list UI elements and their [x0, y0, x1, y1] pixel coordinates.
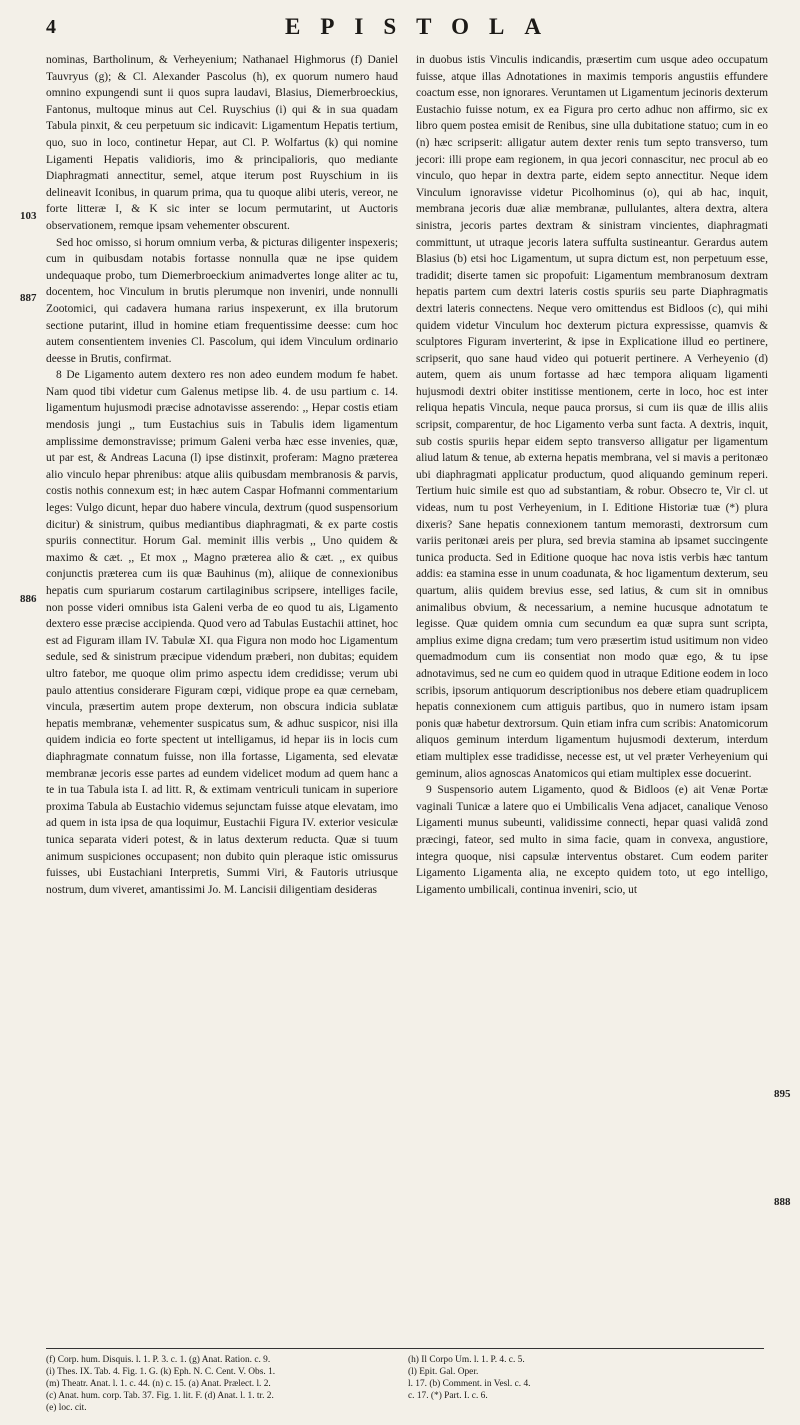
- page-number: 4: [46, 16, 56, 38]
- paragraph: 8 De Ligamento autem dextero res non adeo eundem modum fe habet. Nam quod tibi videtur cum Galenus metipse lib. 4. de usu partium c. 14. ligamentum hujusmodi præcise adnotavisse asserendo: ,, Hepar costis etiam mendosis jungi ,, tum Eustachius suis in Tabulis idem ligamentum amplissime demonstravisse; primum Galeni verba hæc esse invenies, quæ, ut par est, & Andreas Lacuna (l) ipse distinxit, proferam: Magno præterea alio vinculo hepar phrenibus: atque aliis quibusdam membranosis & parvis, costis nothis connexum est; in hæc autem Caspar Hofmanni commentarium leges: Vulgo dicunt, hepar duo habere vincula, dextrum (quod suspensorium dicitur) & sinistrum, quibus mediantibus diaphragmati, & ex parte costis spuriis connectitur. Horum Gal. meminit illis verbis ,, Uno quidem & maximo & cæt. ,, Et mox ,, Magno præterea alio & cæt. ,, ex quibus conjunctis præterea cum iis quæ Bauhinus (m), aliique de connexionibus hepatis cum spuriarum costarum cartilaginibus scripsere, intelliges facile, non posse videri omnibus ista Galeni verba de eo quod tu ais, Ligamento dextero esse præcise accipienda. Quod vero ad Tabulas Eustachii attinet, hoc est ad Figuram illam IV. Tabulæ XI. qua Figura non modo hoc Ligamentum sedule, sed & sinistrum præcipue videndum præberi, non dubitas; equidem ultro fatebor, me quoque olim primo aspectu idem credidisse; verum ubi paulo attentius considerare Figuram cœpi, vidique prope ea quæ cernebam, vincula, præsertim autem prope dexterum, non obscura indicia sublatæ hepatis membranæ, vehementer suspicatus sum, & adhuc suspicor, nisi illa quidem indicia eo forte spectent ut intelligamus, id hepar iis in locis cum diaphragmate connatum fuisse, non illa fortasse, Ligamenta, sed elevatæ membranæ jecoris esse partes ad eundem videlicet modum ad quem hanc a te in tua Tabula ista I. ad litt. R, & extimam ventriculi tunicam in superiore proxima Tabula ab Eustachio videmus sejunctam fuisse atque elevatam, imo ad quem in ista ipsa de qua loquimur, Eustachii Figura IV. exterior vesiculæ tunica separata videri potest, & in latus dexterum reducta. Quæ si tuum animum suspiciones occupasent; non dubito quin pleraque istic omissurus fuisses, ubi Eustachiani Interpretis, Summi Viri, & Fautoris utriusque nostrum, dum viveret, amantissimi Jo. M. Lancisii diligentiam desideras: [46, 369, 398, 896]
- paragraph: 9 Suspensorio autem Ligamento, quod & Bidloos (e) ait Venæ Portæ vaginali Tunicæ a latere quo ei Umbilicalis Vena adjacet, canalique Venoso Ligamenti munus subeunti, validissime connecti, hepar quasi validâ zond præcingi, fateor, sed multo in sima facie, quam in convexa, angustiore, integra quoque, nisi capsulæ interventus obstaret. Cum eodem pariter Ligamento Ligamenta alia, ne excepto quidem toto, ut ego intelligo, Ligamento umbilicali, continua inveniri, scio, ut: [416, 784, 768, 896]
- paragraph: in duobus istis Vinculis indicandis, præsertim cum usque adeo occupatum fuisse, atque illas Adnotationes in maximis temporis angustiis effundere coactum esse, non ignorares. Veruntamen ut Ligamentum jecinoris dexterum Eustachio fuisse notum, ex ea Figura pro certo adhuc non affirmo, sic ex libro quem postea emisit de Renibus, sine ulla dubitatione statuo; cum in eo (n) hæc scripserit: alligatur autem dexter renis tum septo transverso, tum jecori: illi prope eam regionem, in qua jecori connascitur, nec procul ab eo vinculo, quo hepar in dextra parte, eidem septo annectitur. Neque idem Vinculum ignoravisse videtur Picolhominus (o), qui ab hac, inquit, membrana jecoris duæ aliæ membranæ, pullulantes, altera dextra, altera sinistra, jecoris partes dextram & sinistram vincientes, diaphragmati committunt, ut utraque jecoris latera suffulta sustineantur. Gerardus autem Blasius (b) etsi hoc Ligamentum, ut supra dictum est, non perpetuum esse, tradidit; diserte tamen sic propofuit: Ligamentum membranosum dextram hepatis partem cum dextri lateris costis spuriis seu parte Diaphragmatis dextri lateris connectens. Neque vero omittendus est Bidloos (c), qui mihi quidem videtur Vinculum hoc dexterum pictura expressisse, quamvis & sculptores Figuram inverterint, & ipse in Explicatione illud eo pertinere, scripserit, quo sane haud video qui potuerit pertinere. A Verheyenio (d) autem, quem ais unum fortasse ad hæc tempora aliquam ligamenti hujusmodi dextri obiter institisse mentionem, certe in loco, hoc est inter reliqua hepatis Vincula, neque pauca prorsus, si cum iis quæ de illis aliis scripsit, comparentur, de hoc Ligamento verba sunt facta. A dextris, inquit, sub costis spuriis hepar eidem septo transverso alligatur per ligamentum aliud latum & tenue, ab externa hepatis membrana, vel si mavis a peritonæo ubi diaphragmati applicatur productum, quod aliquando geminum reperi. Tertium huic simile est quo ad substantiam, & robur. Obsecro te, Vir cl. ut videas, num tu post Verheyenium, in I. Editione Historiæ tuæ (*) plura dixeris? Sane hepatis connexionem tantum memorasti, dextrorsum cum variis peritonæi areis per plura, sed brevia stamina ab ipsamet succingente tunica producta. Sed in Editione quoque hac nova istis verbis hæc tantum addis: ea stamina esse in unum coadunata, & hoc ligamentum dexterum, seu quartum, aliis quidem brevius esse, sed latius, & cum sit in omnibus animalibus obvium, & necessarium, a nemine hucusque adnotatum te legisse. Quæ quidem omnia cum secundum ea quæ supra sunt scripta, amplius exime digna credam; tum vero præsertim istud usitimum non video quemadmodum cum iis consentiat non modo quæ ego, & tu ipse adnotavimus, sed ne cum eo quidem quod in utraque Editione eodem in loco scribis, ipsorum antiquorum descriptionibus nos debere etiam quadruplicem hepatis connexionem cum attiguis partibus, quo in numero istam ipsam ponis quæ habetur dextrorsum. Quin etiam infra cum scribis: Anatomicorum aliquos geminum interdum ligamentum hujusmodi dexterum, interdum etiam multiplex esse tradidisse, necesse est, ut vel præter Verheyenium qui geminum, alios agnoscas Anatomicos qui etiam multiplex esse docuerint.: [416, 54, 768, 780]
- margin-number: 886: [20, 593, 37, 605]
- footnotes-left: [46, 1354, 406, 1414]
- page-header: [46, 14, 766, 44]
- footnotes-right: [408, 1354, 764, 1402]
- footnote-line: c. 17. (*) Part. I. c. 6.: [408, 1391, 488, 1401]
- paragraph: nominas, Bartholinum, & Verheyenium; Nathanael Highmorus (f) Daniel Tauvryus (g); & Cl. Alexander Pascolus (h), ex quorum numero haud omnino expungendi sunt ii quos supra laudavi, Blasius, Diemerbroeckius, Fantonus, multoque minus aut Cel. Ruyschius (i) qui & in sua quadam Tabula pinxit, & ceu perpetuum sic indicavit: Ligamentum Hepatis tertium, quo, suo in loco, continetur Hepar, aut Cl. P. Wolfartus (k) qui nomine Ligamenti Hepatis validioris, imo & principalioris, quo mediante Diaphragmati annectitur, semel, atque iterum post Ruyschium in iis delineavit Iconibus, in quarum prima, qua tu quoque alibi uteris, vereor, ne forte litteræ I, & K sic inter se locum permutarint, ut Auctoris observationem, remque ipsam vehementer obscurent.: [46, 54, 398, 232]
- margin-number: 895: [774, 1088, 791, 1100]
- footnote-line: (l) Epit. Gal. Oper.: [408, 1367, 479, 1377]
- margin-number: 103: [20, 210, 37, 222]
- right-column: [416, 52, 768, 898]
- footnote-line: (h) Il Corpo Um. l. 1. P. 4. c. 5.: [408, 1355, 525, 1365]
- paragraph: Sed hoc omisso, si horum omnium verba, & picturas diligenter inspexeris; cum in quibusdam notabis fortasse nonnulla quæ ne ipse quidem undequaque probo, tum Diemerbroeckium animadvertes longe aliter ac tu, docentem, hoc Vinculum in brutis plerumque non inveniri, unde nonnulli Zootomici, qui cadavera humana rarius inspexerunt, ex illa brutorum sectione putarint, illud in homine etiam frequentissime deesse: cum hoc autem consentientem invenies Cl. Pascolum, qui idem Vinculum ordinario deesse in Brutis, confirmat.: [46, 236, 398, 365]
- footnote-line: (e) loc. cit.: [46, 1403, 87, 1413]
- footnotes: [46, 1354, 764, 1414]
- margin-number: 888: [774, 1196, 791, 1208]
- footnote-divider: [46, 1348, 764, 1349]
- margin-number: 887: [20, 292, 37, 304]
- footnote-line: (m) Theatr. Anat. l. 1. c. 44. (n) c. 15. (a) Anat. Prælect. l. 2.: [46, 1379, 271, 1389]
- footnote-line: (f) Corp. hum. Disquis. l. 1. P. 3. c. 1. (g) Anat. Ration. c. 9.: [46, 1355, 271, 1365]
- footnote-line: (c) Anat. hum. corp. Tab. 37. Fig. 1. lit. F. (d) Anat. l. 1. tr. 2.: [46, 1391, 274, 1401]
- left-column: [46, 52, 398, 898]
- footnote-line: (i) Thes. IX. Tab. 4. Fig. 1. G. (k) Eph. N. C. Cent. V. Obs. 1.: [46, 1367, 276, 1377]
- footnote-line: l. 17. (b) Comment. in Vesl. c. 4.: [408, 1379, 531, 1389]
- running-title: EPISTOLA: [285, 14, 561, 39]
